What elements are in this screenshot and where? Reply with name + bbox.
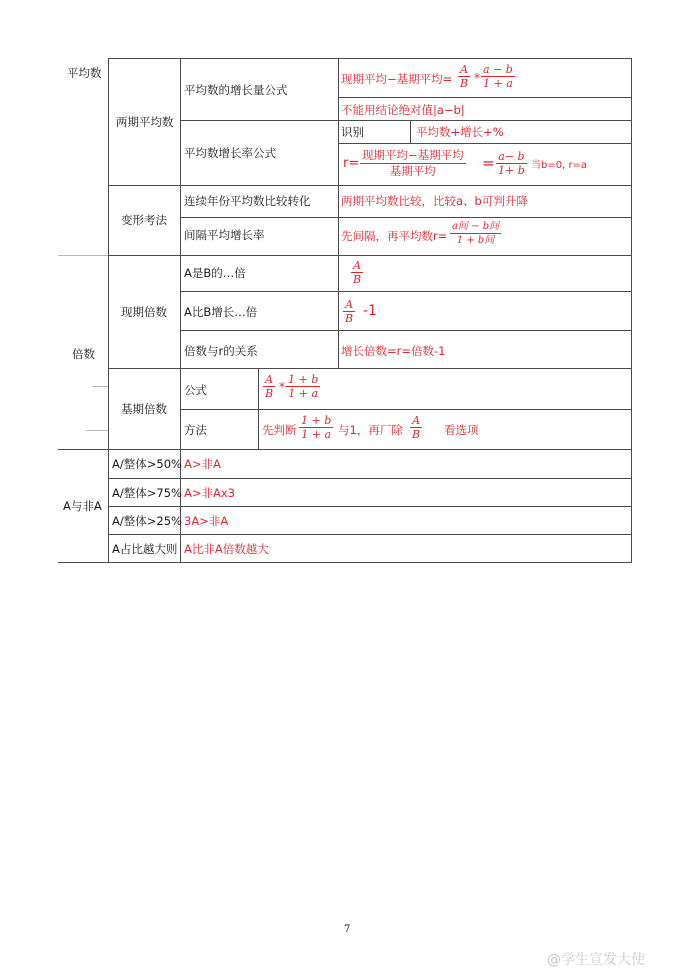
r-note: 当b=0, r=a (531, 160, 588, 171)
column-divider (258, 368, 259, 449)
identify-value: 平均数+增长+% (416, 125, 504, 139)
row-divider (92, 386, 108, 387)
item-a-is-b-times: A是B的…倍 (184, 266, 246, 280)
fraction-a-minus-b-over-1-plus-a (481, 63, 515, 90)
consecutive-text: 两期平均数比较，比较a、b可判升降 (341, 194, 528, 208)
fraction-numerator: a− b (498, 150, 525, 163)
fraction-numerator: A (460, 63, 469, 76)
section-label-a-non-a: A与非A (63, 499, 102, 513)
fraction-numerator: a − b (483, 63, 513, 76)
fraction-numerator: A (265, 373, 274, 386)
fraction-r-definition (360, 148, 466, 179)
row-divider (338, 97, 632, 98)
item-avg-growth-rate: 平均数增长率公式 (184, 146, 276, 160)
table-right-border (631, 58, 632, 563)
method-mid: 与1，再厂除 (338, 423, 403, 437)
group-base-times: 基期倍数 (121, 402, 167, 416)
table-bottom-border (58, 562, 632, 563)
fraction-denominator: 1 + a (483, 77, 513, 90)
item-a-grows-b-times: A比B增长…倍 (184, 305, 258, 319)
fraction-denominator: 1 + a (301, 428, 332, 441)
times-relation: 增长倍数=r=倍数-1 (341, 344, 446, 358)
fraction-a-over-b (458, 63, 470, 90)
table-top-border (108, 58, 632, 59)
fraction-a-over-b (263, 373, 275, 400)
section-label-times: 倍数 (72, 347, 95, 361)
fraction-denominator: 1 + a (288, 387, 319, 400)
fraction-1-plus-b-over-1-plus-a (299, 414, 333, 441)
fraction-numerator: A (353, 259, 362, 272)
group-current-times: 现期倍数 (121, 305, 167, 319)
fraction-denominator: 基期平均 (389, 164, 436, 178)
gt75-value: A>非Ax3 (184, 486, 235, 500)
row-divider (338, 143, 632, 144)
column-divider (338, 58, 339, 368)
row-divider (180, 409, 632, 410)
row-divider (86, 430, 108, 431)
row-divider (58, 449, 632, 450)
row-divider (180, 120, 632, 121)
fraction-numerator: 现期平均−基期平均 (362, 148, 464, 162)
minus-one: -1 (363, 303, 377, 319)
item-formula: 公式 (184, 383, 207, 397)
row-divider (108, 534, 632, 535)
fraction-denominator: B (412, 428, 421, 441)
fraction-denominator: B (345, 312, 354, 325)
item-method: 方法 (184, 423, 207, 437)
column-divider (410, 120, 411, 143)
item-gt50: A/整体>50% (112, 457, 182, 471)
group-two-period-avg: 两期平均数 (116, 115, 174, 129)
item-avg-growth-amount: 平均数的增长量公式 (184, 83, 288, 97)
fraction-interval-rate (450, 220, 501, 247)
fraction-1-plus-b-over-1-plus-a (286, 373, 320, 400)
fraction-numerator: A (345, 298, 354, 311)
multiply-sign: * (474, 71, 480, 85)
fraction-rate-result (496, 150, 527, 177)
item-gt75: A/整体>75% (112, 486, 182, 500)
watermark: @学生宣发大使 (547, 952, 645, 968)
growth-amount-prefix: 现期平均−基期平均= (341, 72, 453, 86)
method-prefix: 先判断 (262, 423, 297, 437)
equals-sign: = (482, 154, 495, 172)
column-divider (108, 58, 109, 562)
fraction-denominator: 1 + b间 (456, 235, 495, 246)
column-divider (180, 58, 181, 449)
method-suffix: 看选项 (444, 423, 479, 437)
fraction-denominator: B (265, 387, 274, 400)
gt50-value: A>非A (184, 457, 221, 471)
row-divider (180, 291, 632, 292)
row-divider (108, 185, 632, 186)
fraction-denominator: B (460, 77, 469, 90)
row-divider (180, 330, 632, 331)
fraction-denominator: 1+ b (498, 164, 525, 177)
item-consecutive-years: 连续年份平均数比较转化 (184, 194, 311, 208)
gt25-value: 3A>非A (184, 514, 229, 528)
group-transform: 变形考法 (121, 213, 167, 227)
item-bigger-ratio: A占比越大则 (112, 542, 178, 556)
interval-prefix: 先间隔，再平均数r= (341, 229, 448, 243)
fraction-denominator: B (353, 273, 362, 286)
fraction-a-over-b (351, 259, 363, 286)
fraction-a-over-b (343, 298, 355, 325)
multiply-sign: * (279, 380, 285, 394)
fraction-numerator: a间 − b间 (452, 221, 500, 232)
r-prefix: r= (343, 156, 360, 171)
fraction-numerator: 1 + b (288, 373, 319, 386)
fraction-numerator: 1 + b (301, 414, 332, 427)
row-divider (108, 506, 632, 507)
bigger-ratio-value: A比非A倍数越大 (184, 542, 269, 556)
row-divider (108, 255, 632, 256)
row-divider (108, 368, 632, 369)
fraction-numerator: A (412, 414, 421, 427)
item-times-r-relation: 倍数与r的关系 (184, 344, 258, 358)
item-interval-avg-rate: 间隔平均增长率 (184, 228, 265, 242)
growth-amount-note: 不能用结论绝对值|a−b| (341, 103, 465, 117)
row-divider (180, 217, 632, 218)
page-number: 7 (344, 924, 351, 935)
section-label-avg: 平均数 (67, 66, 102, 80)
row-divider (108, 478, 632, 479)
item-gt25: A/整体>25% (112, 514, 182, 528)
fraction-a-over-b (410, 414, 422, 441)
identify-label: 识别 (341, 125, 364, 139)
row-divider (58, 255, 108, 256)
